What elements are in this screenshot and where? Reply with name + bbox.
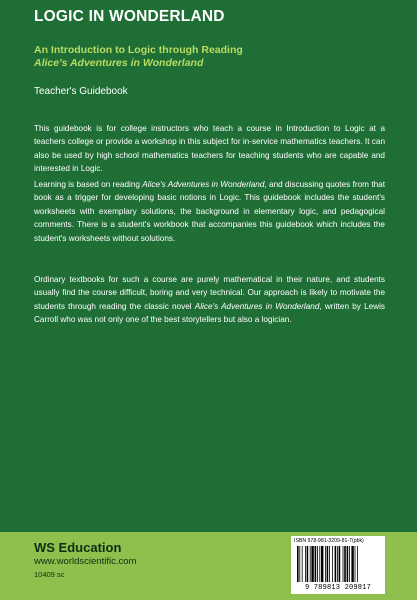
- paragraph-2-text-a: Learning is based on reading: [34, 180, 143, 189]
- barcode-stripe: [349, 546, 350, 582]
- barcode-stripe: [327, 546, 329, 582]
- barcode-stripe: [351, 546, 353, 582]
- barcode-stripe: [347, 546, 349, 582]
- guidebook-label: Teacher's Guidebook: [34, 86, 128, 97]
- book-title: LOGIC IN WONDERLAND: [34, 8, 225, 25]
- barcode-stripe: [319, 546, 320, 582]
- isbn-text: ISBN 978-981-3209-81-7(pbk): [294, 538, 364, 544]
- subtitle-line-1: An Introduction to Logic through Reading: [34, 44, 243, 56]
- barcode-stripe: [337, 546, 338, 582]
- paragraph-2-text-c: , and discussing quotes from that book as a trigger for developing basic notions in Logic. This guidebook includes the student's worksheets with exemplary solutions, the background in elementary logic, and pedagogical comments. There is a student's workbook that accompanies this guidebook which includes the student's worksheets without solutions.: [34, 180, 385, 243]
- barcode-stripe: [311, 546, 313, 582]
- publisher-name: WS Education: [34, 540, 122, 555]
- description-paragraph-1: This guidebook is for college instructors who teach a course in Introduction to Logic at a teachers college or provide a workshop in this subject for in-service mathematics teachers. It can also be used by high school mathematics teachers for teaching students who are capable and interested in Logic.: [34, 124, 385, 174]
- book-subtitle: [34, 44, 243, 70]
- paragraph-3-text-c: , written by Lewis Carroll who was not only one of the best storytellers but also a logician.: [34, 301, 385, 325]
- barcode-stripe: [329, 546, 330, 582]
- barcode-stripe: [297, 546, 299, 582]
- barcode-digits: 9 789813 209817: [304, 584, 371, 592]
- paragraph-3-text-a: Ordinary textbooks for such a course are purely mathematical in their nature, and students usually find the course difficult, boring and very technical. Our approach is likely to motivate the students through reading the classic novel: [34, 275, 385, 311]
- barcode-stripe: [343, 546, 344, 582]
- isbn-barcode: [291, 536, 385, 594]
- description-paragraph-2: [34, 178, 385, 245]
- paragraph-3-book-title: Alice's Adventures in Wonderland: [194, 301, 320, 311]
- barcode-stripe: [357, 546, 358, 582]
- subtitle-line-2: Alice's Adventures in Wonderland: [34, 57, 204, 69]
- paragraph-2-book-title: Alice's Adventures in Wonderland: [142, 180, 265, 189]
- barcode-stripe: [299, 546, 300, 582]
- barcode-stripe: [315, 546, 317, 582]
- barcode-stripe: [339, 546, 341, 582]
- barcode-stripe: [310, 546, 311, 582]
- barcode-stripe: [307, 546, 309, 582]
- publisher-website: www.worldscientific.com: [34, 556, 137, 567]
- catalog-code: 10409 sc: [34, 570, 65, 579]
- barcode-stripe: [317, 546, 318, 582]
- description-paragraph-3: [34, 273, 385, 327]
- barcode-stripe: [305, 546, 306, 582]
- barcode-stripe: [335, 546, 337, 582]
- barcode-stripe: [332, 546, 333, 582]
- barcode-stripe: [325, 546, 326, 582]
- barcode-stripe: [302, 546, 303, 582]
- barcode-bars: [297, 546, 379, 584]
- barcode-stripe: [321, 546, 323, 582]
- barcode-stripe: [355, 546, 356, 582]
- barcode-stripe: [344, 546, 346, 582]
